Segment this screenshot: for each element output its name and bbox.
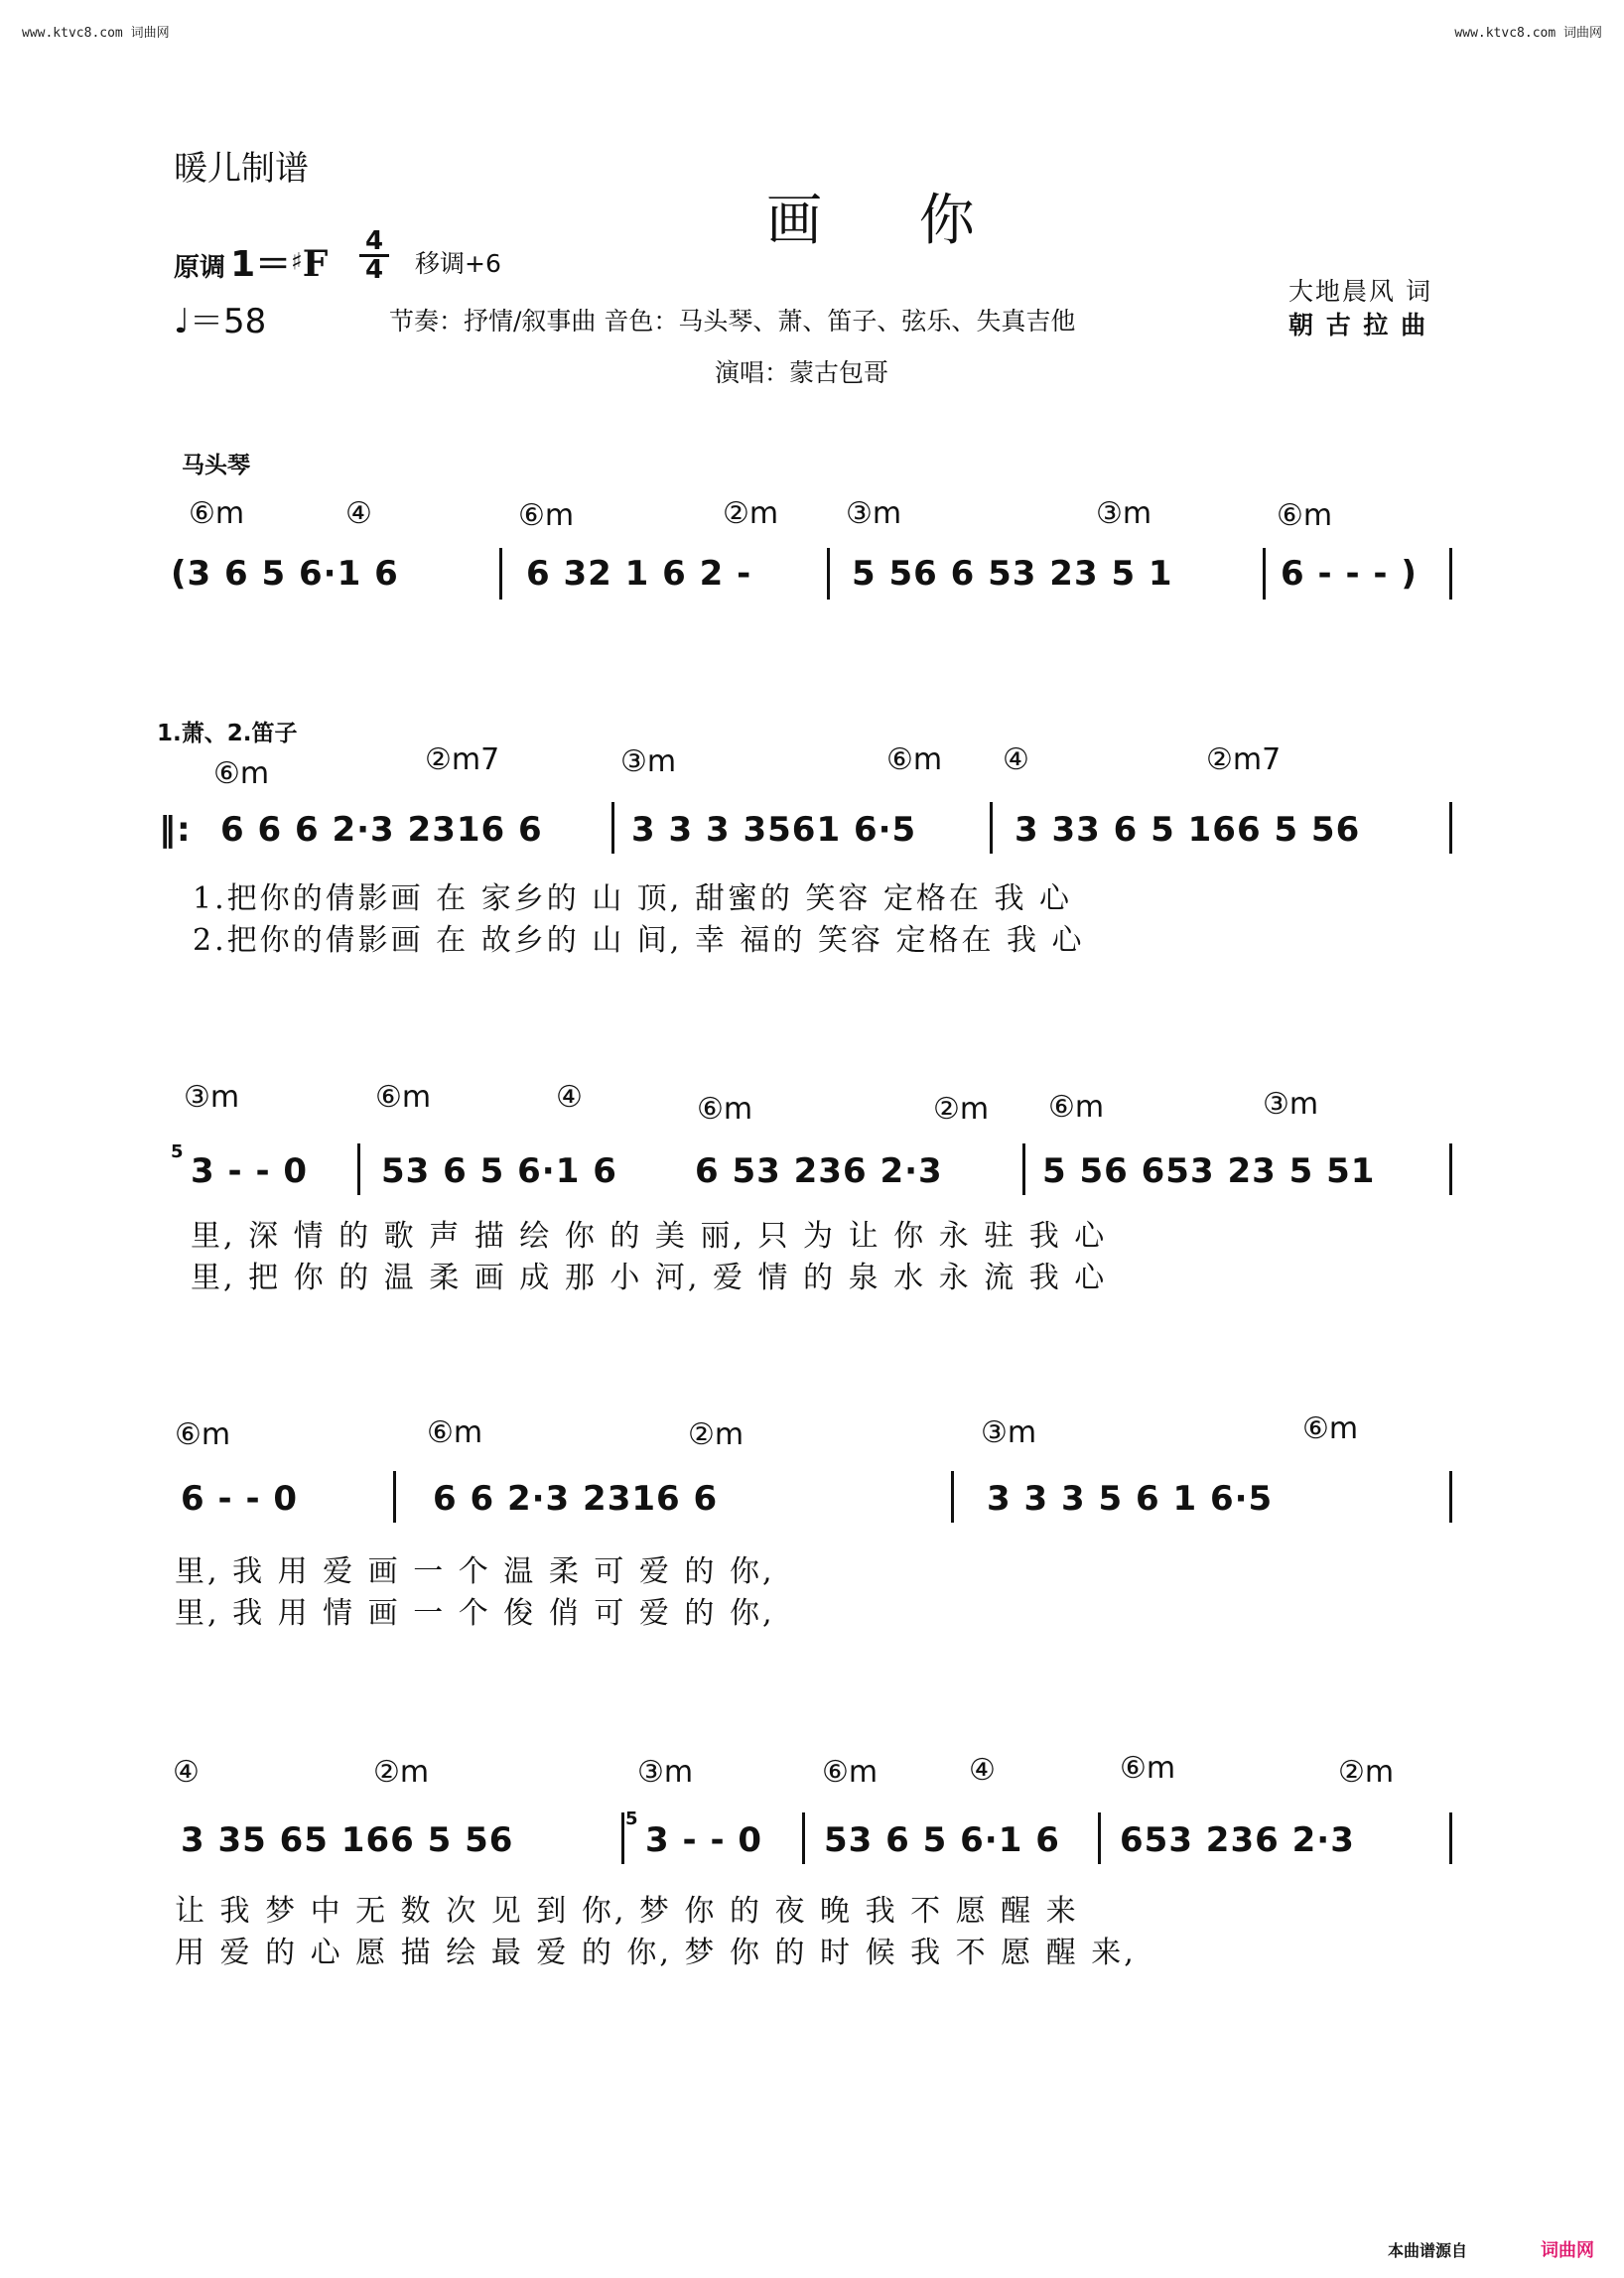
producer-label: 暖儿制谱 (174, 149, 309, 189)
chord-label: ②m (723, 496, 779, 531)
barline (1098, 1812, 1101, 1864)
measure-notes: 3 3 3 3561 6·5 (631, 810, 917, 850)
repeat-start-sign: ‖: (159, 810, 192, 850)
tempo: ♩＝58 (174, 302, 267, 341)
chord-label: ③m (1263, 1087, 1319, 1122)
chord-label: ⑥m (697, 1092, 753, 1127)
barline (499, 548, 502, 600)
site-link-right[interactable]: www.ktvc8.com 词曲网 (1454, 26, 1602, 41)
lyric-line-2: 2.把你的倩影画 在 故乡的 山 间, 幸 福的 笑容 定格在 我 心 (193, 923, 1085, 958)
chord-label: ④ (173, 1755, 200, 1790)
chord-label: ④ (969, 1753, 996, 1788)
key-signature (174, 236, 328, 287)
right-watermark-strip (1608, 40, 1622, 2238)
chord-label: ⑥m (1120, 1751, 1176, 1786)
barline (827, 548, 830, 600)
section-label-verse: 1.萧、2.笛子 (157, 721, 298, 746)
site-logo[interactable]: 词曲网 (1541, 2240, 1594, 2261)
chord-label: ⑥m (1302, 1411, 1359, 1446)
measure-notes: 5 56 6 53 23 5 1 (852, 554, 1173, 594)
lyricist-credit: 大地晨风 词 (1288, 277, 1432, 306)
measure-notes: 3 - - 0 (191, 1151, 309, 1191)
measure-notes: 6 6 6 2·3 2316 6 (220, 810, 543, 850)
chord-label: ⑥m (518, 498, 575, 533)
barline (802, 1812, 805, 1864)
lyric-line-1: 里, 深 情 的 歌 声 描 绘 你 的 美 丽, 只 为 让 你 永 驻 我 心 (191, 1219, 1108, 1254)
chord-label: ⑥m (213, 756, 270, 791)
measure-notes: 653 236 2·3 (1120, 1820, 1355, 1860)
composer-credit: 朝 古 拉 曲 (1288, 311, 1428, 339)
singer-line: 演唱：蒙古包哥 (715, 358, 889, 387)
barline (1263, 548, 1266, 600)
measure-notes: 6 - - - ) (1281, 554, 1418, 594)
measure-notes: 3 35 65 166 5 56 (181, 1820, 514, 1860)
barline (611, 802, 614, 854)
chord-label: ②m (1338, 1755, 1395, 1790)
chord-label: ⑥m (427, 1415, 483, 1450)
chord-label: ④ (556, 1080, 583, 1115)
chord-label: ③m (981, 1415, 1037, 1450)
barline (393, 1471, 396, 1523)
measure-notes: 6 32 1 6 2 - (526, 554, 752, 594)
chord-label: ②m7 (1206, 742, 1282, 777)
chord-label: ③m (846, 496, 902, 531)
key-note: F (302, 243, 329, 285)
quarter-note-icon: ♩ (174, 302, 191, 341)
chord-label: ②m7 (425, 742, 500, 777)
measure-notes: 53 6 5 6·1 6 (824, 1820, 1060, 1860)
barline (990, 802, 993, 854)
chord-label: ⑥m (1277, 498, 1333, 533)
time-top: 4 (364, 226, 384, 256)
chord-label: ⑥m (886, 742, 943, 777)
chord-label: ②m (373, 1755, 430, 1790)
chord-label: ③m (1096, 496, 1152, 531)
measure-notes: 53 6 5 6·1 6 (381, 1151, 617, 1191)
lyric-line-2: 用 爱 的 心 愿 描 绘 最 爱 的 你, 梦 你 的 时 候 我 不 愿 醒 来, (175, 1936, 1137, 1970)
barline (1449, 1143, 1452, 1195)
barline (1449, 548, 1452, 600)
chord-label: ②m (688, 1417, 744, 1452)
chord-label: ⑥m (189, 496, 245, 531)
measure-notes: 6 53 236 2·3 (695, 1151, 943, 1191)
lyric-line-1: 让 我 梦 中 无 数 次 见 到 你, 梦 你 的 夜 晚 我 不 愿 醒 来 (175, 1894, 1079, 1929)
measure-notes: 6 - - 0 (181, 1479, 299, 1519)
lyric-line-1: 1.把你的倩影画 在 家乡的 山 顶, 甜蜜的 笑容 定格在 我 心 (193, 881, 1072, 916)
lyric-line-2: 里, 把 你 的 温 柔 画 成 那 小 河, 爱 情 的 泉 水 永 流 我 心 (191, 1261, 1108, 1295)
barline (1449, 802, 1452, 854)
barline (357, 1143, 360, 1195)
chord-label: ⑥m (175, 1417, 231, 1452)
lyric-line-2: 里, 我 用 情 画 一 个 俊 俏 可 爱 的 你, (175, 1596, 775, 1631)
key-label: 原调 (174, 253, 226, 283)
chord-label: ②m (933, 1092, 990, 1127)
rhythm-line: 节奏：抒情/叙事曲 音色：马头琴、萧、笛子、弦乐、失真吉他 (389, 307, 1076, 335)
key-value: 1＝ (230, 244, 292, 285)
chord-label: ③m (184, 1080, 240, 1115)
sharp-icon: ♯ (291, 247, 303, 276)
time-signature (359, 228, 389, 283)
time-bottom: 4 (359, 254, 389, 283)
chord-label: ⑥m (375, 1080, 432, 1115)
breath-mark: 5 (171, 1141, 184, 1162)
measure-notes: (3 6 5 6·1 6 (171, 554, 399, 594)
measure-notes: 3 33 6 5 166 5 56 (1015, 810, 1361, 850)
chord-label: ⑥m (822, 1755, 879, 1790)
transpose-label: 移调+6 (415, 249, 501, 278)
song-title: 画 你 (766, 189, 1015, 253)
measure-notes: 5 56 653 23 5 51 (1042, 1151, 1376, 1191)
chord-label: ③m (637, 1755, 694, 1790)
barline (1022, 1143, 1025, 1195)
breath-mark: 5 (625, 1809, 638, 1829)
chord-label: ③m (620, 744, 677, 779)
barline (621, 1812, 624, 1864)
measure-notes: 3 3 3 5 6 1 6·5 (987, 1479, 1274, 1519)
chord-label: ④ (1003, 742, 1029, 777)
section-label-intro: 马头琴 (182, 453, 250, 478)
barline (1449, 1812, 1452, 1864)
source-label: 本曲谱源自 (1388, 2241, 1468, 2260)
site-link-left[interactable]: www.ktvc8.com 词曲网 (22, 26, 170, 41)
chord-label: ④ (345, 496, 372, 531)
barline (1449, 1471, 1452, 1523)
lyric-line-1: 里, 我 用 爱 画 一 个 温 柔 可 爱 的 你, (175, 1554, 775, 1589)
measure-notes: 3 - - 0 (645, 1820, 763, 1860)
measure-notes: 6 6 2·3 2316 6 (433, 1479, 719, 1519)
left-watermark-strip (2, 40, 16, 2238)
barline (951, 1471, 954, 1523)
chord-label: ⑥m (1048, 1090, 1105, 1125)
